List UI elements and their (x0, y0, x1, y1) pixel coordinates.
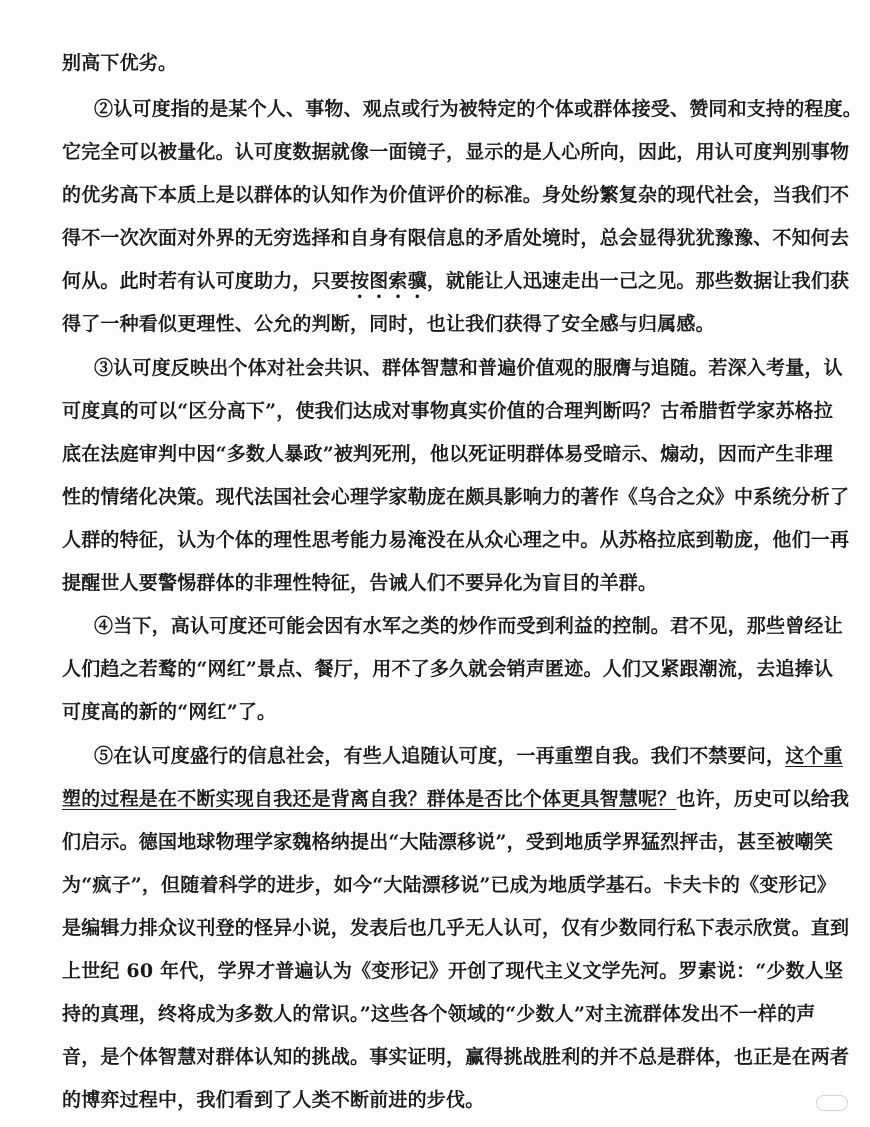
watermark (816, 1095, 852, 1111)
text-line: 得不一次次面对外界的无穷选择和自身有限信息的矛盾处境时，总会显得犹犹豫豫、不知何去 (62, 227, 850, 249)
text-line (62, 268, 850, 303)
text-line: 们启示。德国地球物理学家魏格纳提出“大陆漂移说”，受到地质学界猛烈抨击，甚至被嘲笑 (62, 831, 834, 853)
paragraph-5-start (94, 743, 843, 769)
text-segment: 也许，历史可以给我 (676, 788, 850, 810)
text-segment: ⑤在认可度盛行的信息社会，有些人追随认可度，一再重塑自我。我们不禁要问， (94, 745, 786, 767)
text-line: 别高下优劣。 (62, 52, 178, 74)
text-line (62, 786, 850, 812)
text-line: 是编辑力排众议刊登的怪异小说，发表后也几乎无人认可，仅有少数同行私下表示欣赏。直到 (62, 917, 850, 939)
underlined-text: 塑的过程是在不断实现自我还是背离自我？群体是否比个体更具智慧呢？ (62, 788, 677, 810)
text-line: 提醒世人要警惕群体的非理性特征，告诫人们不要异化为盲目的羊群。 (62, 572, 658, 594)
text-segment: ，就能让人迅速走出一己之见。那些数据让我们获 (426, 270, 850, 292)
underlined-text: 这个重 (785, 745, 843, 767)
text-line: 上世纪 60 年代，学界才普遍认为《变形记》开创了现代主义文学先河。罗素说：“少数人坚 (62, 960, 844, 982)
text-line: 性的情绪化决策。现代法国社会心理学家勒庞在颇具影响力的著作《乌合之众》中系统分析了 (62, 486, 850, 508)
text-line: 音，是个体智慧对群体认知的挑战。事实证明，赢得挑战胜利的并不总是群体，也正是在两者 (62, 1046, 850, 1068)
text-line: 得了一种看似更理性、公允的判断，同时，也让我们获得了安全感与归属感。 (62, 313, 715, 335)
paragraph-2-start: ②认可度指的是某个人、事物、观点或行为被特定的个体或群体接受、赞同和支持的程度。 (94, 98, 863, 120)
text-line: 人群的特征，认为个体的理性思考能力易淹没在从众心理之中。从苏格拉底到勒庞，他们一再 (62, 529, 850, 551)
text-line: 持的真理，终将成为多数人的常识。”这些各个领域的“少数人”对主流群体发出不一样的声 (62, 1003, 816, 1025)
watermark-logo-icon (816, 1095, 848, 1111)
paragraph-3-start: ③认可度反映出个体对社会共识、群体智慧和普遍价值观的服膺与追随。若深入考量，认 (94, 357, 843, 379)
emphasized-phrase: 按图索骥 (350, 270, 427, 292)
text-line: 它完全可以被量化。认可度数据就像一面镜子，显示的是人心所向，因此，用认可度判别事物 (62, 141, 850, 163)
text-line: 的博弈过程中，我们看到了人类不断前进的步伐。 (62, 1089, 485, 1111)
paragraph-4-start: ④当下，高认可度还可能会因有水军之类的炒作而受到利益的控制。君不见，那些曾经让 (94, 615, 843, 637)
text-line: 底在法庭审判中因“多数人暴政”被判死刑，他以死证明群体易受暗示、煽动，因而产生非理 (62, 443, 834, 465)
text-line: 人们趋之若鹜的“网红”景点、餐厅，用不了多久就会销声匿迹。人们又紧跟潮流，去追捧认 (62, 658, 834, 680)
text-segment: 何从。此时若有认可度助力，只要 (62, 270, 351, 292)
text-line: 的优劣高下本质上是以群体的认知作为价值评价的标准。身处纷繁复杂的现代社会，当我们不 (62, 184, 850, 206)
text-line: 可度高的新的“网红”了。 (62, 701, 277, 723)
text-line: 可度真的可以“区分高下”，使我们达成对事物真实价值的合理判断吗？古希腊哲学家苏格拉 (62, 400, 834, 422)
text-line: 为“疯子”，但随着科学的进步，如今“大陆漂移说”已成为地质学基石。卡夫卡的《变形记》 (62, 874, 837, 896)
